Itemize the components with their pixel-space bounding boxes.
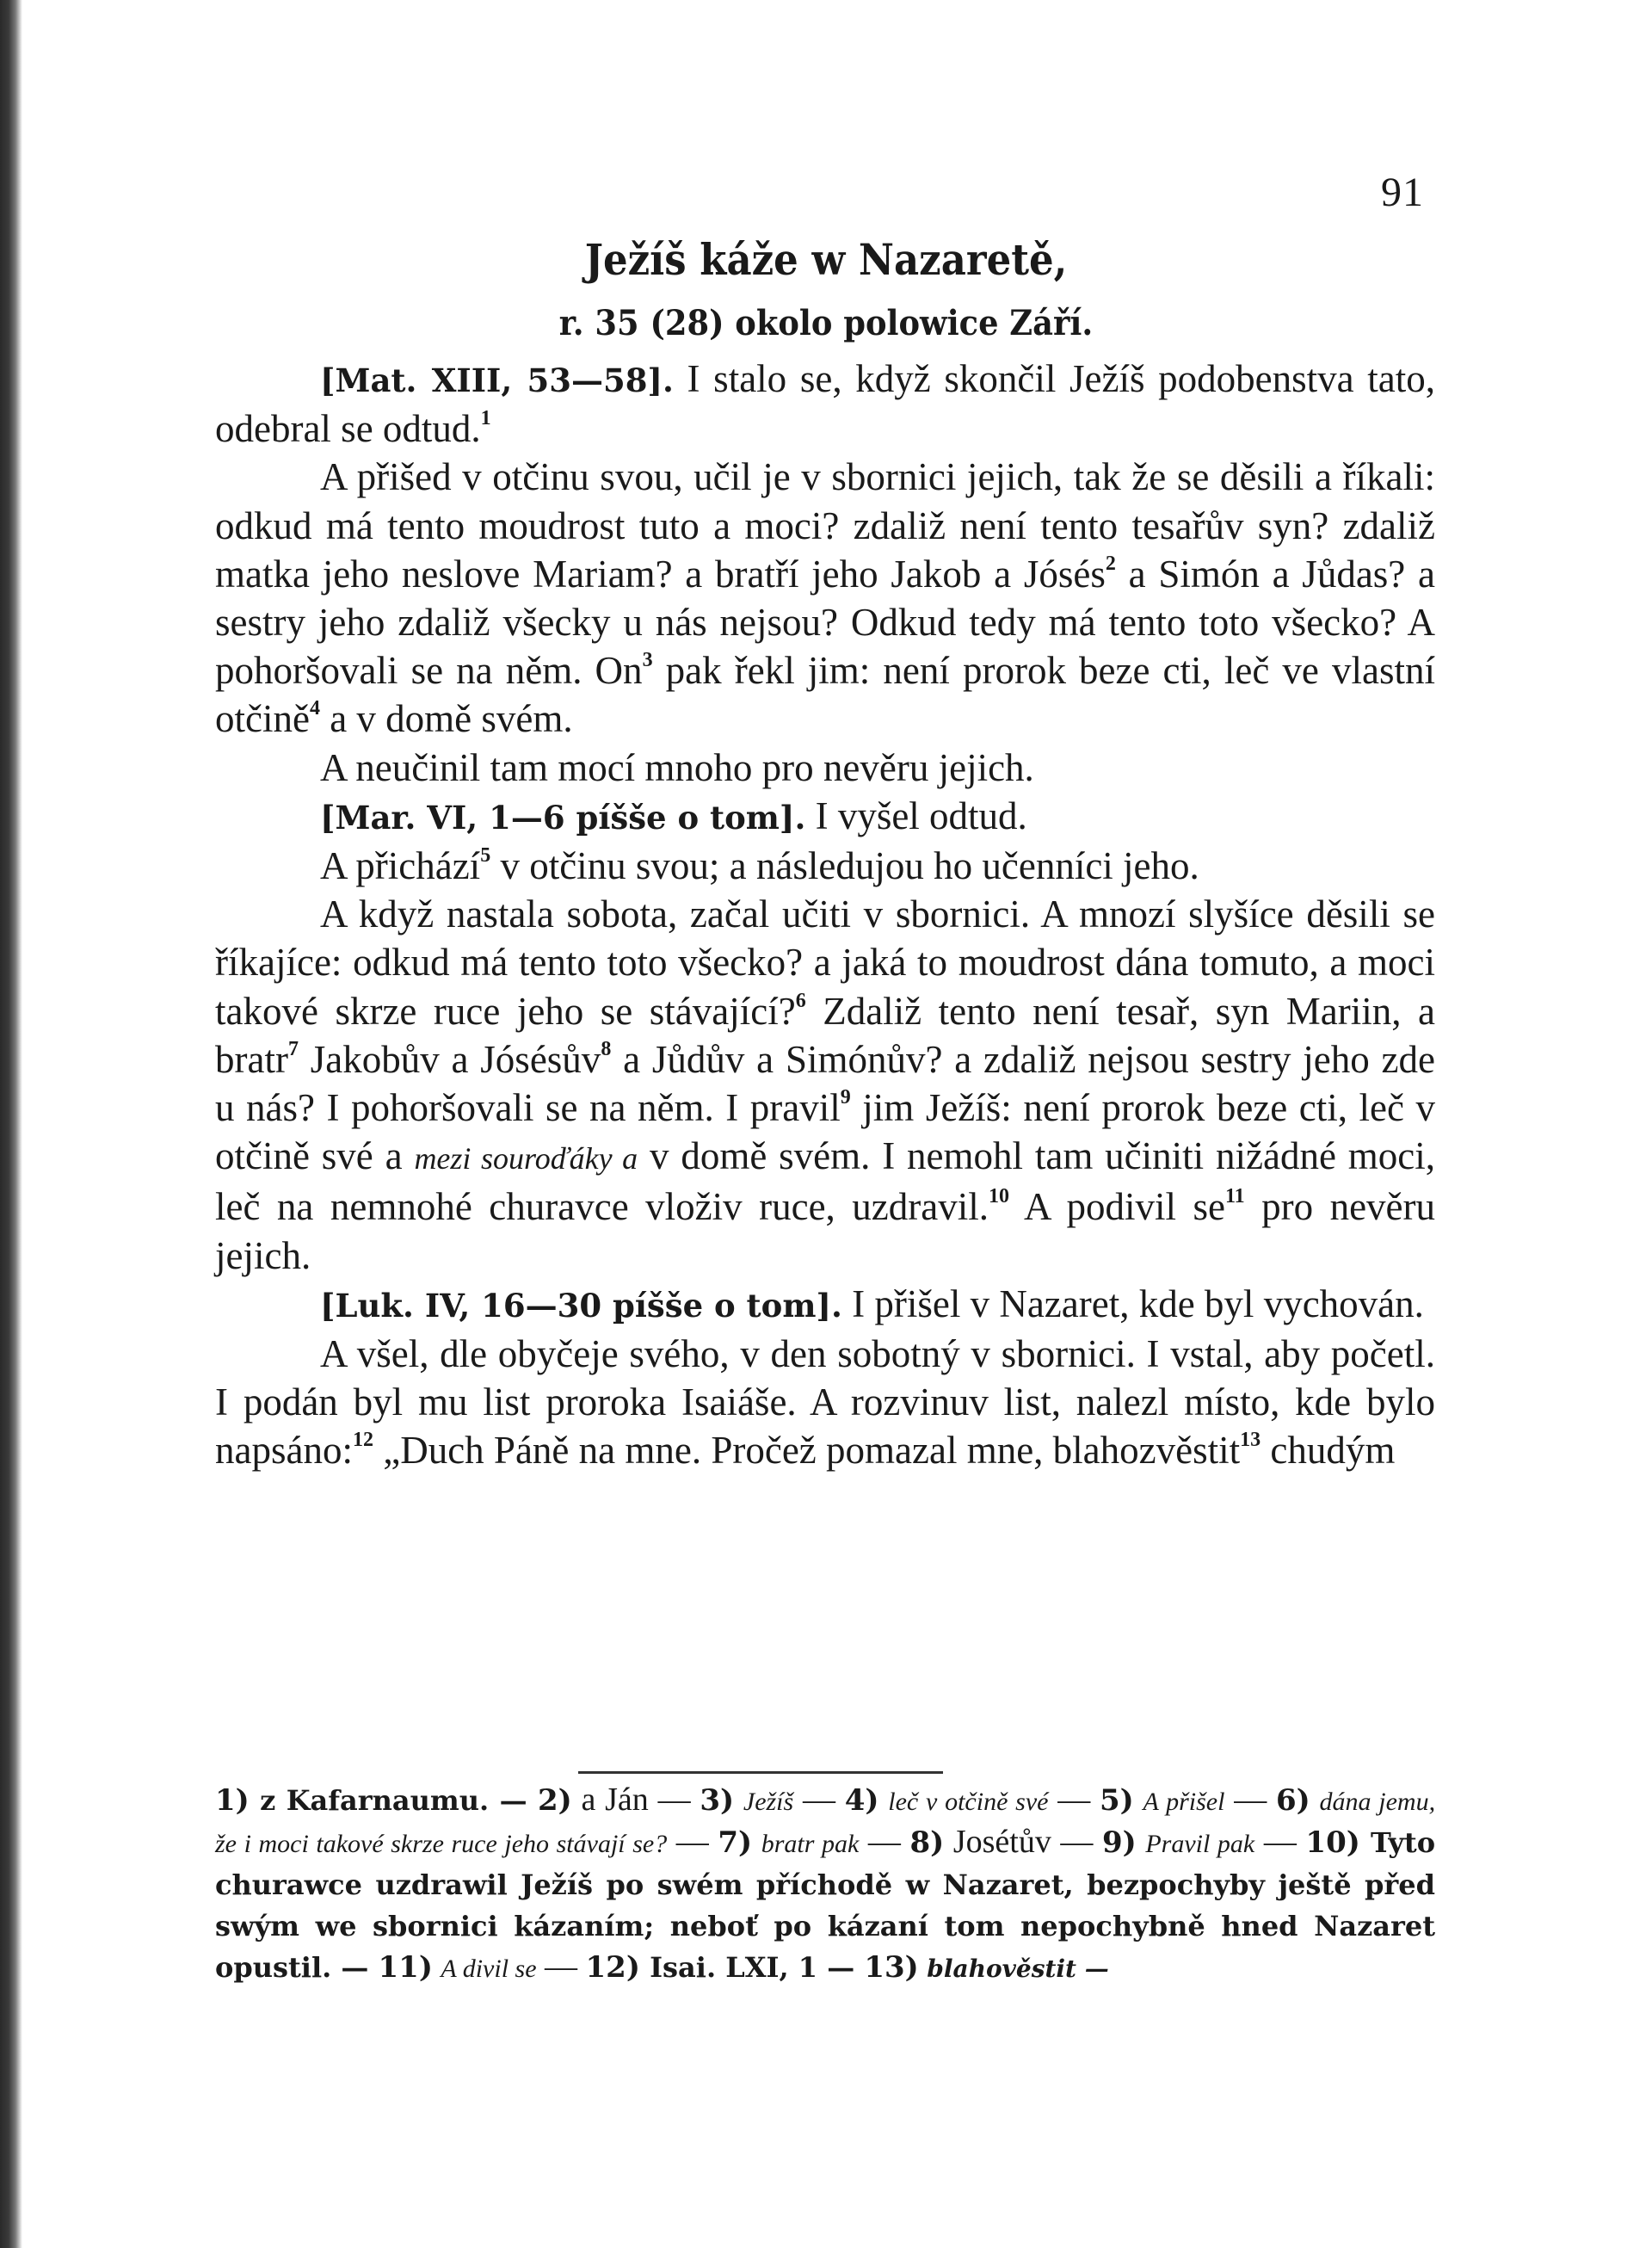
footnote-number: 3) xyxy=(700,1783,735,1818)
footnotes xyxy=(215,1780,1435,1989)
paragraph: [Mat. XIII, 53—58]. I stalo se, když skončil Ježíš podobenstva tato, odebral se odtud.$^1$ xyxy=(215,357,1435,451)
footnote-marker: 9 xyxy=(840,1086,851,1109)
main-text xyxy=(215,355,1435,1475)
page-binding-edge xyxy=(0,0,22,2248)
footnote-number: 4) xyxy=(844,1783,879,1818)
footnote-marker: 4 xyxy=(309,697,320,720)
footnote-number: 5) xyxy=(1100,1783,1134,1818)
footnote-number: 2) xyxy=(538,1783,572,1818)
footnote-marker: 3 xyxy=(642,649,653,672)
footnote-number: 11) xyxy=(378,1950,433,1985)
footnote-marker: 10 xyxy=(988,1185,1009,1208)
page-number: 91 xyxy=(1381,170,1424,215)
footnote-marker: 2 xyxy=(1105,552,1116,575)
footnote-marker: 11 xyxy=(1224,1185,1245,1208)
paragraph: [Mar. VI, 1—6 píšše o tom]. I vyšel odtud. xyxy=(320,794,1027,837)
paragraph: A všel, dle obyčeje svého, v den sobotný v sbornici. I vstal, aby početl. I podán byl mu list proroka Isaiáše. A rozvinuv list, nalezl místo, kde bylo napsáno:$^{12}$ „Duch Páně na mne. Pročež pomazal mne, blahozvěstit$^{13}$ chudým xyxy=(215,1332,1435,1473)
paragraph: A přichází$^5$ v otčinu svou; a následujou ho učenníci jeho. xyxy=(320,844,1199,888)
footnote-number: 6) xyxy=(1275,1783,1310,1818)
footnote-number: 12) xyxy=(585,1950,640,1985)
footnote-number: 1) xyxy=(215,1783,250,1818)
footnote-number: 8) xyxy=(909,1825,945,1860)
footnote-number: 9) xyxy=(1102,1825,1137,1860)
scripture-reference: [Luk. IV, 16—30 píšše o tom]. xyxy=(320,1286,842,1325)
footnote-number: 13) xyxy=(864,1950,919,1985)
italic-insertion: mezi souroďáky a xyxy=(414,1141,638,1176)
footnote-number: 10) xyxy=(1305,1825,1360,1860)
paragraph: A neučinil tam mocí mnoho pro nevěru jejich. xyxy=(320,745,1034,789)
footnote-marker: 6 xyxy=(795,989,806,1012)
footnote-marker: 12 xyxy=(352,1429,373,1452)
footnote-divider xyxy=(578,1771,943,1774)
chapter-subtitle: r. 35 (28) okolo polowice Září. xyxy=(558,303,1094,343)
scripture-reference: [Mat. XIII, 53—58]. xyxy=(320,361,674,399)
footnote-marker: 13 xyxy=(1240,1429,1261,1452)
footnote-number: 7) xyxy=(718,1825,753,1860)
scripture-reference: [Mar. VI, 1—6 píšše o tom]. xyxy=(320,798,806,837)
paragraph: A přišed v otčinu svou, učil je v sbornici jejich, tak že se děsili a říkali: odkud má tento moudrost tuto a moci? zdaliž není tento tesařův syn? zdaliž matka jeho neslove Mariam? a bratří jeho Jakob a Jósés$^2$ a Simón a Jůdas? a sestry jeho zdaliž všecky u nás nejsou? Odkud tedy má tento toto všecko? A pohoršovali se na něm. On$^3$ pak řekl jim: není prorok beze cti, leč ve vlastní otčině$^4$ a v domě svém. xyxy=(215,455,1435,741)
paragraph: [Luk. IV, 16—30 píšše o tom]. I přišel v Nazaret, kde byl vychován. xyxy=(320,1281,1424,1325)
footnote-marker: 1 xyxy=(480,407,491,430)
footnote-marker: 8 xyxy=(601,1037,612,1060)
footnote-marker: 5 xyxy=(480,844,491,868)
chapter-title: Ježíš káže w Nazaretě, xyxy=(584,234,1068,285)
footnote-list: 1) z Kafarnaumu. — 2) a Ján — 3) Ježíš — 4) leč v otčině své — 5) A přišel — 6) dána jemu, že i moci takové skrze ruce jeho stávají se? — 7) bratr pak — 8) Josétův — 9) Pravil pak — 10) Tyto churawce uzdrawil Ježíš po swém příchodě w Nazaret, bezpochyby ještě před swým we sbornici kázaním; neboť po kázaní tom nepochybně hned Nazaret opustil. — 11) A divil se — 12) Isai. LXI, 1 — 13) blahověstit — xyxy=(215,1782,1436,1985)
paragraph: A když nastala sobota, začal učiti v sbornici. A mnozí slyšíce děsili se říkajíce: odkud má tento toto všecko? a jaká to moudrost dána tomuto, a moci takové skrze ruce jeho se stávající?$^6$ Zdaliž tento není tesař, syn Mariin, a bratr$^7$ Jakobův a Jósésův$^8$ a Jůdův a Simónův? a zdaliž nejsou sestry jeho zde u nás? I pohoršovali se na něm. I pravil$^9$ jim Ježíš: není prorok beze cti, leč v otčině své a mezi souroďáky a v domě svém. I nemohl tam učiniti nižádné moci, leč na nemnohé churavce vloživ ruce, uzdravil.$^{10}$ A podivil $se^{11}$ pro nevěru jejich. xyxy=(215,892,1436,1277)
footnote-marker: 7 xyxy=(287,1037,299,1060)
